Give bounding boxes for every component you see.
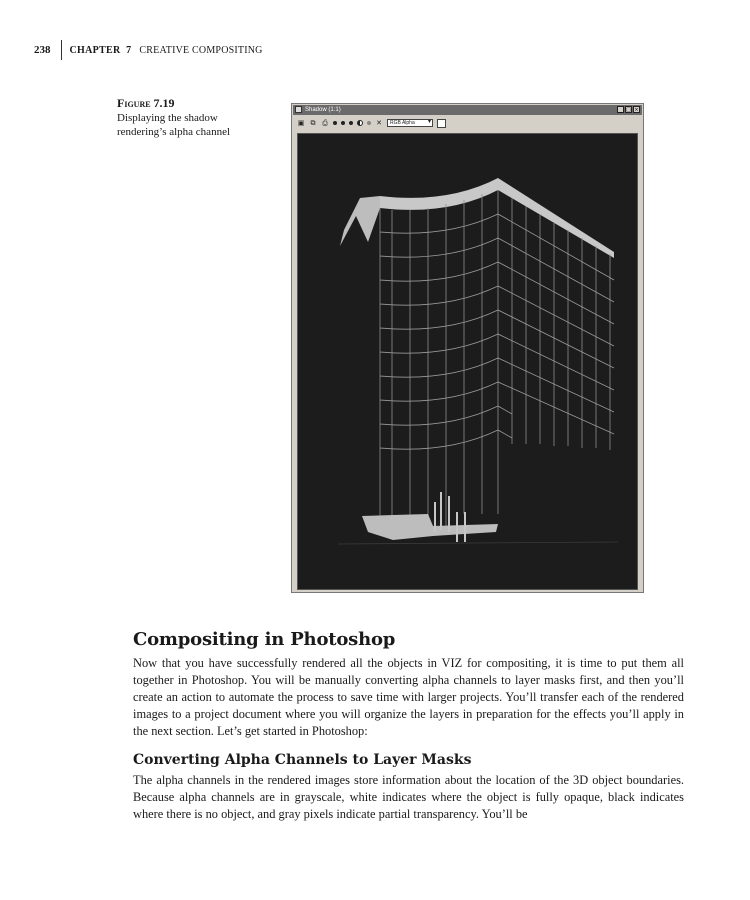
- channel-select[interactable]: RGB Alpha ▾: [387, 119, 433, 127]
- roof-slab: [380, 178, 614, 258]
- left-wing: [340, 196, 380, 246]
- green-channel-icon[interactable]: [341, 121, 345, 125]
- ground-line: [338, 542, 618, 544]
- facade-floors: [380, 214, 614, 449]
- running-head: [34, 40, 263, 60]
- clone-icon[interactable]: ⧉: [310, 118, 316, 127]
- close-button[interactable]: ×: [634, 107, 639, 113]
- maximize-button[interactable]: □: [626, 107, 631, 113]
- save-icon[interactable]: ▣: [297, 119, 305, 127]
- alpha-channel-icon[interactable]: [357, 120, 363, 126]
- chapter-label: CHAPTER 7: [69, 44, 132, 56]
- monochrome-icon[interactable]: [367, 121, 371, 125]
- color-swatch-icon[interactable]: [437, 119, 446, 128]
- section-heading: Compositing in Photoshop: [133, 629, 396, 650]
- minimize-button[interactable]: _: [617, 106, 624, 113]
- print-icon[interactable]: ⎙: [322, 118, 328, 127]
- subsection-heading: Converting Alpha Channels to Layer Masks: [133, 752, 472, 768]
- window-toolbar: [294, 116, 641, 130]
- figure-caption: [117, 96, 245, 140]
- header-divider: [61, 40, 62, 60]
- render-frame-window: [291, 103, 644, 593]
- window-title: Shadow (1:1): [305, 107, 341, 113]
- subsection-paragraph: The alpha channels in the rendered images store information about the location of the 3D object boundaries. Because alpha channels are in grayscale, white indicates where the object is fully opaque, black indicates where there is no object, and gray pixels indicate partial transparency. You’ll be: [133, 773, 684, 821]
- page-number: 238: [34, 44, 51, 56]
- red-channel-icon[interactable]: [333, 121, 337, 125]
- window-titlebar[interactable]: [293, 105, 642, 115]
- window-controls: [617, 106, 640, 113]
- alpha-render-viewport: [297, 133, 638, 590]
- app-icon: [295, 106, 302, 113]
- blue-channel-icon[interactable]: [349, 121, 353, 125]
- section-paragraph: Now that you have successfully rendered all the objects in VIZ for compositing, it is time to put them all together in Photoshop. You will be manually converting alpha channels to layer masks first, and then you’ll create an action to automate the process to save time with larger projects. You’ll transfer each of the rendered images to a project document where you will organize the layers in preparation for the effects you’ll apply in the next section. Let’s get started in Photoshop:: [133, 656, 684, 738]
- clear-icon[interactable]: ✕: [376, 119, 382, 127]
- figure-caption-text: Displaying the shadow rendering’s alpha channel: [117, 111, 231, 138]
- base-podium: [362, 514, 498, 540]
- figure-label: Figure 7.19: [117, 96, 175, 110]
- chapter-title: CREATIVE COMPOSITING: [139, 44, 263, 56]
- building-alpha-image: [298, 134, 638, 590]
